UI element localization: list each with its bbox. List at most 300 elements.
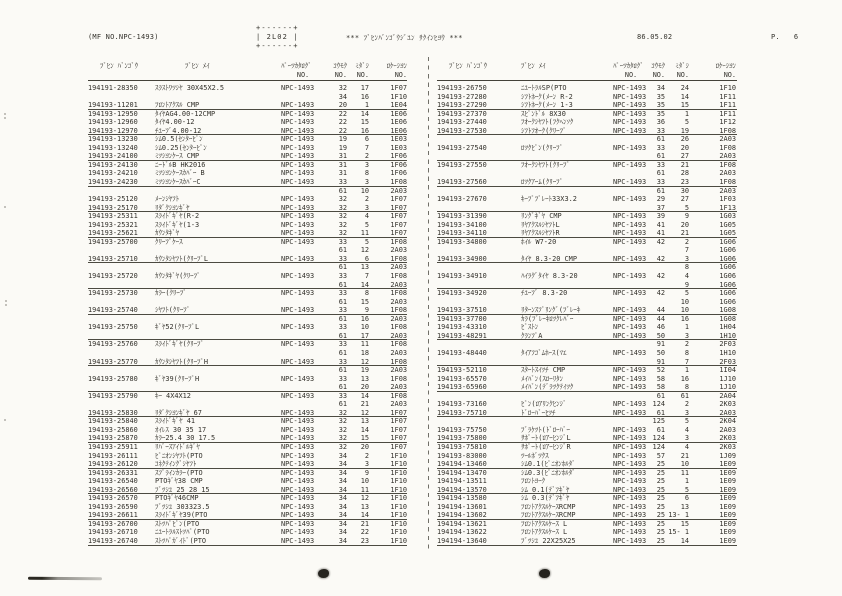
col-catalog-no: NO. <box>624 71 638 79</box>
table-row <box>88 93 407 102</box>
part-no-cell: 194193-27440 <box>437 118 487 127</box>
table-row <box>437 409 737 418</box>
catalog-no-cell <box>613 263 649 272</box>
table-header-left <box>88 62 407 81</box>
part-name-cell <box>155 315 281 324</box>
part-name-cell: ｼﾑ 0.1(ﾃﾞﾌｷﾞﾔ <box>521 485 570 494</box>
part-name-cell: ﾆﾕｰﾄﾗﾙｽﾄﾂﾊﾟ(PTO <box>155 528 210 537</box>
catalog-no-cell: NPC-1493 <box>281 229 315 238</box>
heading-no-cell: 2 <box>364 195 369 204</box>
location-no-cell: 1F06 <box>390 169 407 178</box>
catalog-no-cell: NPC-1493 <box>281 101 315 110</box>
location-no-cell: 1G05 <box>719 220 736 229</box>
table-row <box>437 452 737 461</box>
item-no-cell: 50 <box>656 348 665 357</box>
heading-no-cell: 14 <box>360 511 369 520</box>
part-name-cell: ｶｳﾝﾀｷﾞﾔ(ｸﾘｰﾌﾟ <box>155 272 201 281</box>
catalog-no-cell: NPC-1493 <box>281 477 315 486</box>
location-no-cell: 1F08 <box>390 237 407 246</box>
heading-no-cell: 21 <box>360 519 369 528</box>
table-row <box>437 127 737 136</box>
part-name-cell <box>155 246 281 255</box>
part-name-cell <box>521 340 613 349</box>
part-name-cell: ｶﾗｰ(ｸﾘｰﾌﾟ <box>155 289 187 298</box>
part-name-cell: ｷﾞﾔ39(ｸﾘｰﾌﾟH <box>155 374 200 383</box>
part-name-cell: ﾂｰﾙﾎﾞﾂｸｽ <box>521 451 549 460</box>
part-name-cell: ｶｳﾝﾀｷﾞﾔ <box>155 229 180 238</box>
heading-no-cell: 10 <box>360 477 369 486</box>
heading-no-cell: 6 <box>364 254 369 263</box>
location-no-cell: 1F11 <box>719 101 736 110</box>
catalog-no-cell: NPC-1493 <box>281 408 315 417</box>
table-row <box>88 469 407 478</box>
scan-smudge <box>28 577 102 581</box>
heading-no-cell: 12 <box>360 408 369 417</box>
location-no-cell: 1F07 <box>390 442 407 451</box>
part-no-cell: 194194-13622 <box>437 528 487 537</box>
part-no-cell: 194193-25911 <box>88 442 138 451</box>
part-no-cell: 194193-26540 <box>88 477 138 486</box>
part-name-cell: ｽﾗｲﾄﾞｷﾞﾔ 41 <box>155 417 196 426</box>
part-no-cell: 194193-12970 <box>88 126 138 135</box>
heading-no-cell: 4 <box>684 425 689 434</box>
catalog-no-cell: NPC-1493 <box>281 203 315 212</box>
heading-no-cell: 3 <box>364 178 369 187</box>
location-no-cell: 1E09 <box>719 477 736 486</box>
heading-no-cell: 21 <box>680 229 689 238</box>
location-no-cell: 2K03 <box>719 442 736 451</box>
part-no-cell: 194193-27560 <box>437 178 487 187</box>
heading-no-cell: 10 <box>680 297 689 306</box>
heading-no-cell: 6 <box>364 135 369 144</box>
catalog-no-cell <box>613 298 649 307</box>
table-row <box>88 161 407 170</box>
location-no-cell: 1G03 <box>719 212 736 221</box>
catalog-no-cell: NPC-1493 <box>281 357 315 366</box>
heading-no-cell: 7 <box>684 246 689 255</box>
item-no-cell: 125 <box>652 417 665 426</box>
location-no-cell: 1F10 <box>390 485 407 494</box>
catalog-no-cell: NPC-1493 <box>281 451 315 460</box>
location-no-cell: 1F10 <box>390 468 407 477</box>
part-name-cell: ﾀｲｱﾌｺﾞﾑﾎｰｽ(ﾏｴ <box>521 348 567 357</box>
col-heading: ﾐﾀﾞｼ <box>675 62 689 70</box>
catalog-no-cell: NPC-1493 <box>613 101 647 110</box>
table-row <box>88 212 407 221</box>
location-no-cell: 1G06 <box>719 272 736 281</box>
part-no-cell <box>437 263 521 272</box>
heading-no-cell: 3 <box>364 460 369 469</box>
stamp-box-bottom: +------+ <box>256 42 299 50</box>
item-no-cell: 31 <box>338 169 347 178</box>
catalog-no-cell: NPC-1493 <box>613 511 647 520</box>
part-name-cell: ｼﾑ0.3(ﾋﾟﾆｵﾝﾎﾙﾀﾞ <box>521 468 576 477</box>
catalog-no-cell: NPC-1493 <box>613 442 647 451</box>
part-name-cell: ﾊｲﾗｸﾞﾀｲﾔ 8.3-20 <box>521 272 578 281</box>
part-no-cell: 194193-25621 <box>88 229 138 238</box>
item-no-cell: 61 <box>338 186 347 195</box>
location-no-cell: 1F11 <box>719 109 736 118</box>
catalog-no-cell: NPC-1493 <box>613 536 647 545</box>
part-no-cell <box>437 169 521 178</box>
location-no-cell: 2A03 <box>390 186 407 195</box>
item-no-cell: 34 <box>338 460 347 469</box>
part-name-cell: ﾄﾞﾛｰﾊﾞｰﾋﾂﾁ <box>521 408 556 417</box>
catalog-no-cell: NPC-1493 <box>281 254 315 263</box>
table-row <box>88 289 407 298</box>
header-no-row <box>437 71 737 80</box>
location-no-cell: 2A03 <box>719 186 736 195</box>
item-no-cell: 33 <box>338 178 347 187</box>
location-no-cell: 1I04 <box>719 366 736 375</box>
item-no-cell: 32 <box>338 442 347 451</box>
scan-noise <box>4 113 6 115</box>
catalog-no-cell: NPC-1493 <box>281 135 315 144</box>
catalog-no-cell: NPC-1493 <box>613 366 647 375</box>
heading-no-cell: 22 <box>360 528 369 537</box>
location-no-cell: 2A03 <box>719 408 736 417</box>
catalog-no-cell: NPC-1493 <box>613 272 647 281</box>
catalog-no-cell: NPC-1493 <box>281 160 315 169</box>
location-no-cell: 1F13 <box>719 203 736 212</box>
table-row <box>437 537 737 546</box>
part-name-cell: ｻﾎﾟｰﾄ(ﾛｱｰﾋﾝｼﾞR <box>521 442 571 451</box>
catalog-no-cell: NPC-1493 <box>613 178 647 187</box>
part-name-cell: ﾌﾛﾝﾄｱｸｽﾙｹｰｽRCMP <box>521 502 576 511</box>
heading-no-cell: 11 <box>360 485 369 494</box>
catalog-no-cell <box>613 246 649 255</box>
item-no-cell: 124 <box>652 442 665 451</box>
location-no-cell: 1F08 <box>390 272 407 281</box>
catalog-no-cell <box>281 383 325 391</box>
location-no-cell: 1F07 <box>390 425 407 434</box>
heading-no-cell: 27 <box>680 195 689 204</box>
item-no-cell: 32 <box>338 417 347 426</box>
table-row <box>437 315 737 324</box>
item-no-cell: 32 <box>338 229 347 238</box>
part-name-cell: ｽﾗｲﾄﾞｷﾞﾔ(ｸﾘｰﾌﾟ <box>155 340 204 349</box>
part-no-cell <box>88 332 155 340</box>
location-no-cell: 1F10 <box>390 451 407 460</box>
location-no-cell: 2A03 <box>390 366 407 375</box>
item-no-cell: 42 <box>656 289 665 298</box>
part-no-cell: 194193-73160 <box>437 400 487 409</box>
location-no-cell: 1F08 <box>390 306 407 315</box>
part-name-cell: ｼﾌﾄﾌｵｰｸ(ｸﾘｰﾌﾟ <box>521 126 567 135</box>
heading-no-cell: 10 <box>360 186 369 195</box>
location-no-cell: 2A03 <box>719 152 736 161</box>
table-row <box>88 366 407 375</box>
table-row <box>437 204 737 213</box>
table-row <box>88 443 407 452</box>
part-no-cell <box>88 298 155 307</box>
part-name-cell: ｼﾑ0.25(ｾﾝﾀｰﾋﾟﾝ <box>155 143 207 152</box>
item-no-cell: 52 <box>656 366 665 375</box>
part-no-cell: 194193-12960 <box>88 118 138 127</box>
part-no-cell: 194193-25321 <box>88 220 138 229</box>
location-no-cell: 2A03 <box>390 246 407 255</box>
part-no-cell: 194194-13580 <box>437 494 487 503</box>
table-row <box>437 460 737 469</box>
table-row <box>88 298 407 307</box>
part-no-cell: 194193-27530 <box>437 126 487 135</box>
heading-no-cell: 14 <box>360 280 369 289</box>
heading-no-cell: 8 <box>364 289 369 298</box>
part-no-cell: 194193-13240 <box>88 143 138 152</box>
item-no-cell: 41 <box>656 220 665 229</box>
item-no-cell: 34 <box>338 519 347 528</box>
part-name-cell: ｸﾗﾝﾌﾟA <box>521 331 543 340</box>
catalog-no-cell: NPC-1493 <box>613 477 647 486</box>
item-no-cell: 61 <box>338 400 347 409</box>
part-no-cell: 194193-25740 <box>88 306 138 315</box>
location-no-cell: 1F06 <box>390 160 407 169</box>
part-no-cell: 194193-31390 <box>437 212 487 221</box>
table-row <box>88 434 407 443</box>
part-name-cell: ﾌﾞﾂｼﾕ 22X25X25 <box>521 536 576 545</box>
location-no-cell: 1E06 <box>390 109 407 118</box>
part-no-cell <box>437 392 521 401</box>
location-no-cell: 1F08 <box>719 143 736 152</box>
item-no-cell: 58 <box>656 374 665 383</box>
location-no-cell: 2A03 <box>719 169 736 178</box>
table-row <box>88 263 407 272</box>
part-name-cell <box>521 263 613 272</box>
location-no-cell: 1J10 <box>719 383 736 392</box>
catalog-no-cell: NPC-1493 <box>281 289 315 298</box>
heading-no-cell: 16 <box>360 314 369 323</box>
item-no-cell: 61 <box>656 408 665 417</box>
part-no-cell: 194193-34110 <box>437 229 487 238</box>
item-no-cell: 124 <box>652 400 665 409</box>
heading-no-cell: 20 <box>360 442 369 451</box>
item-no-cell: 33 <box>656 178 665 187</box>
part-no-cell: 194193-48291 <box>437 331 487 340</box>
item-no-cell: 36 <box>656 118 665 127</box>
heading-no-cell: 30 <box>680 186 689 195</box>
table-row <box>88 340 407 349</box>
table-row <box>437 477 737 486</box>
catalog-no-cell: NPC-1493 <box>613 528 647 537</box>
item-no-cell: 33 <box>338 306 347 315</box>
catalog-no-cell: NPC-1493 <box>613 494 647 503</box>
part-no-cell: 194193-25700 <box>88 237 138 246</box>
part-name-cell: ｶｳﾝﾀｼﾔﾌﾄ(ｸﾘｰﾌﾟL <box>155 254 209 263</box>
part-no-cell: 194193-34100 <box>437 220 487 229</box>
catalog-no-cell: NPC-1493 <box>281 425 315 434</box>
part-no-cell: 194193-65960 <box>437 383 487 392</box>
location-no-cell: 1J10 <box>719 374 736 383</box>
part-no-cell: 194194-13460 <box>437 460 487 469</box>
table-row <box>88 204 407 213</box>
location-no-cell: 2K03 <box>719 400 736 409</box>
catalog-no-cell: NPC-1493 <box>281 536 315 545</box>
part-name-cell: ﾌｵｰｸｼﾔﾌﾄ(ﾌｸﾍﾝｿｸ <box>521 118 574 127</box>
location-no-cell: 1G08 <box>719 314 736 323</box>
part-no-cell: 194193-11201 <box>88 101 138 110</box>
table-row <box>437 221 737 230</box>
header-labels-row <box>88 62 407 71</box>
table-row <box>88 537 407 546</box>
part-no-cell: 194193-27540 <box>437 143 487 152</box>
heading-no-cell: 19 <box>680 126 689 135</box>
heading-no-cell: 5 <box>364 237 369 246</box>
col-heading-no: NO. <box>676 71 689 79</box>
part-name-cell: PTOｷﾞﾔ38 CMP <box>155 477 203 486</box>
heading-no-cell: 14 <box>360 391 369 400</box>
column-divider <box>428 57 429 550</box>
table-row <box>88 127 407 136</box>
item-no-cell: 25 <box>656 468 665 477</box>
part-no-cell: 194194-13601 <box>437 502 487 511</box>
catalog-no-cell <box>613 281 649 289</box>
item-no-cell: 29 <box>656 195 665 204</box>
item-no-cell: 25 <box>656 536 665 545</box>
part-no-cell: 194193-26611 <box>88 511 138 520</box>
page-number <box>771 33 798 41</box>
heading-no-cell: 5 <box>684 417 689 426</box>
col-part-name: ﾌﾞﾋﾝ ﾒｲ <box>521 62 546 70</box>
table-row <box>437 152 737 161</box>
heading-no-cell: 15- 1 <box>668 528 689 537</box>
location-no-cell: 1G05 <box>719 229 736 238</box>
part-name-cell: ｶﾗ(ﾌﾞﾚｰｷﾛﾂｸﾚﾊﾞｰ <box>521 314 574 323</box>
catalog-no-cell <box>613 204 649 212</box>
table-row <box>88 84 407 93</box>
catalog-no-cell <box>281 281 325 289</box>
item-no-cell: 61 <box>338 383 347 392</box>
catalog-no-cell: NPC-1493 <box>613 434 647 443</box>
part-name-cell: ﾀｲﾔ 8.3-20 CMP <box>521 254 577 263</box>
item-no-cell: 124 <box>652 434 665 443</box>
heading-no-cell: 5 <box>364 220 369 229</box>
col-catalog: ﾊﾟｰﾂｶﾀﾛｸﾞ <box>281 62 312 70</box>
location-no-cell: 1H10 <box>719 331 736 340</box>
part-name-cell <box>521 417 613 426</box>
location-no-cell: 1F08 <box>719 126 736 135</box>
location-no-cell: 1H10 <box>719 348 736 357</box>
heading-no-cell: 14 <box>680 92 689 101</box>
table-row <box>88 477 407 486</box>
table-row <box>437 434 737 443</box>
part-no-cell: 194193-27670 <box>437 195 487 204</box>
location-no-cell: 1F07 <box>390 220 407 229</box>
location-no-cell: 2A03 <box>719 135 736 144</box>
part-name-cell: ﾌﾞﾂｼﾕ 25 28 15 <box>155 485 210 494</box>
table-header-right <box>437 62 737 81</box>
catalog-no-cell: NPC-1493 <box>281 272 315 281</box>
location-no-cell: 2F03 <box>719 357 736 366</box>
table-row <box>437 426 737 435</box>
item-no-cell: 44 <box>656 314 665 323</box>
table-row <box>437 340 737 349</box>
part-name-cell: ｻﾎﾟｰﾄ(ﾛｱｰﾋﾝｼﾞL <box>521 434 571 443</box>
location-no-cell: 1G06 <box>719 280 736 289</box>
catalog-no-cell <box>613 358 649 366</box>
table-row <box>88 178 407 187</box>
catalog-no-cell: NPC-1493 <box>613 314 647 323</box>
location-no-cell: 1H04 <box>719 323 736 332</box>
page-number-value: 6 <box>793 33 799 41</box>
heading-no-cell: 21 <box>360 400 369 409</box>
heading-no-cell: 16 <box>360 126 369 135</box>
part-name-cell <box>521 135 613 144</box>
item-no-cell: 32 <box>338 220 347 229</box>
part-name-cell <box>155 366 281 375</box>
location-no-cell: 2A04 <box>719 391 736 400</box>
item-no-cell: 34 <box>338 494 347 503</box>
location-no-cell: 1E09 <box>719 485 736 494</box>
catalog-no-cell: NPC-1493 <box>281 169 315 178</box>
heading-no-cell: 7 <box>364 143 369 152</box>
item-no-cell: 20 <box>338 101 347 110</box>
catalog-no-cell <box>281 332 325 340</box>
catalog-no-cell: NPC-1493 <box>613 451 647 460</box>
location-no-cell: 2A03 <box>390 383 407 392</box>
table-row <box>437 443 737 452</box>
heading-no-cell: 11 <box>360 340 369 349</box>
part-no-cell <box>88 349 155 358</box>
part-name-cell: ﾁﾕｰﾌﾞ4.00-12 <box>155 126 202 135</box>
table-row <box>88 417 407 426</box>
col-location-no: NO. <box>723 71 736 79</box>
part-name-cell: ﾐﾂｼﾖﾝｹｰｽｶﾊﾞｰ B <box>155 169 205 178</box>
part-no-cell: 194193-12950 <box>88 109 138 118</box>
catalog-no-cell <box>281 263 325 272</box>
location-no-cell: 1F10 <box>390 494 407 503</box>
part-no-cell: 194191-28350 <box>88 84 138 92</box>
part-no-cell <box>437 281 521 289</box>
part-no-cell: 194194-13511 <box>437 477 487 486</box>
location-no-cell: 1F07 <box>390 408 407 417</box>
item-no-cell: 37 <box>656 203 665 212</box>
part-name-cell: ﾐﾂｼﾖﾝｹｰｽ CMP <box>155 152 200 161</box>
part-no-cell <box>437 417 521 426</box>
heading-no-cell: 8 <box>364 169 369 178</box>
heading-no-cell: 17 <box>360 84 369 92</box>
part-no-cell: 194193-75750 <box>437 425 487 434</box>
item-no-cell: 34 <box>338 502 347 511</box>
part-name-cell: ｽﾄﾂﾊﾟﾋﾟﾝ(PTO <box>155 519 200 528</box>
catalog-no-cell: NPC-1493 <box>281 374 315 383</box>
item-no-cell: 57 <box>656 451 665 460</box>
item-no-cell: 31 <box>338 152 347 161</box>
heading-no-cell: 12 <box>360 357 369 366</box>
heading-no-cell: 4 <box>684 442 689 451</box>
catalog-no-cell: NPC-1493 <box>281 152 315 161</box>
table-row <box>437 520 737 529</box>
heading-no-cell: 61 <box>680 391 689 400</box>
part-no-cell <box>437 340 521 349</box>
catalog-no-cell: NPC-1493 <box>281 468 315 477</box>
item-no-cell: 35 <box>656 101 665 110</box>
catalog-no-cell: NPC-1493 <box>281 485 315 494</box>
heading-no-cell: 24 <box>680 84 689 92</box>
location-no-cell: 1F06 <box>390 152 407 161</box>
heading-no-cell: 16 <box>360 92 369 101</box>
part-no-cell: 194193-25870 <box>88 434 138 443</box>
heading-no-cell: 7 <box>364 272 369 281</box>
part-name-cell: ｷｰﾌﾟﾌﾟﾚｰﾄ33X3.2 <box>521 195 577 204</box>
heading-no-cell: 3 <box>364 160 369 169</box>
item-no-cell: 61 <box>656 186 665 195</box>
catalog-no-cell <box>613 135 649 144</box>
catalog-no-cell: NPC-1493 <box>613 425 647 434</box>
catalog-no-cell: NPC-1493 <box>281 460 315 469</box>
table-row <box>437 323 737 332</box>
col-item-no: NO. <box>334 71 347 79</box>
part-name-cell <box>155 263 281 272</box>
